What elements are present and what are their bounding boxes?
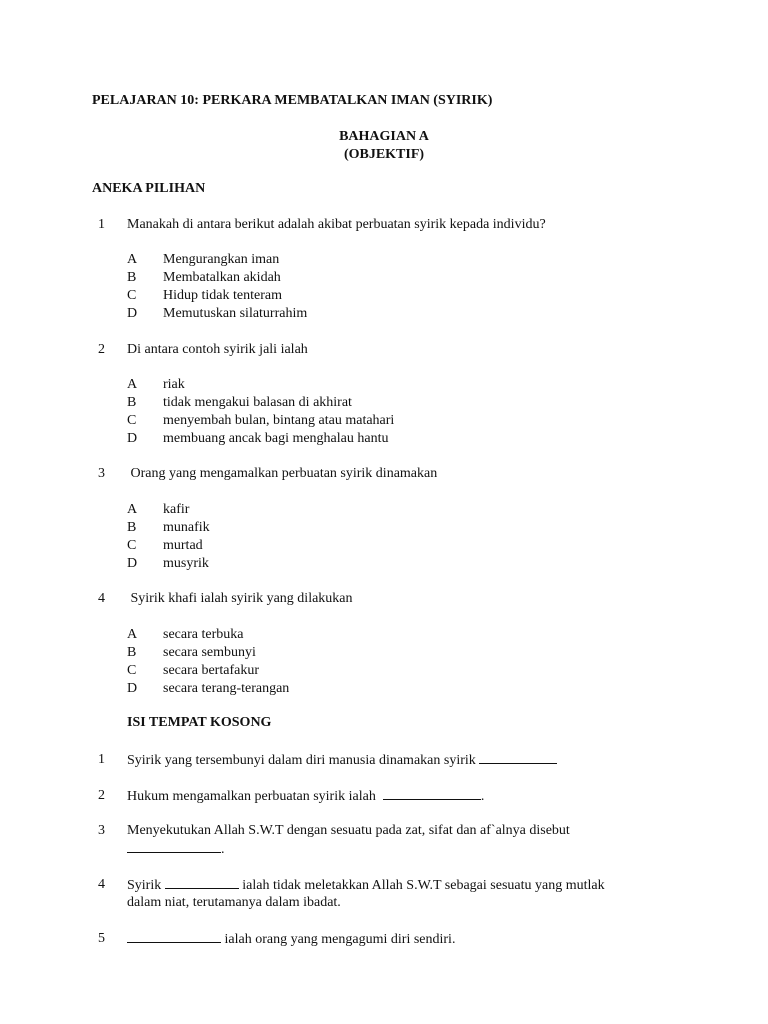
question-number: 1 bbox=[98, 217, 105, 232]
option-letter: D bbox=[127, 431, 138, 446]
fill-heading: ISI TEMPAT KOSONG bbox=[127, 715, 272, 730]
question-text: Manakah di antara berikut adalah akibat perbuatan syirik kepada individu? bbox=[127, 217, 546, 232]
option-text: membuang ancak bagi menghalau hantu bbox=[163, 431, 389, 446]
option-letter: C bbox=[127, 538, 137, 553]
option-letter: D bbox=[127, 681, 138, 696]
fill-text: Menyekutukan Allah S.W.T dengan sesuatu pada zat, sifat dan af`alnya disebut bbox=[127, 823, 570, 838]
question-number: 3 bbox=[98, 466, 105, 481]
fill-item bbox=[127, 840, 225, 859]
fill-item bbox=[127, 876, 605, 895]
option-text: Memutuskan silaturrahim bbox=[163, 306, 308, 321]
option-text: secara terbuka bbox=[163, 627, 244, 642]
option-text: menyembah bulan, bintang atau matahari bbox=[163, 413, 395, 428]
option-text: musyrik bbox=[163, 556, 209, 571]
mcq-heading: ANEKA PILIHAN bbox=[92, 181, 206, 196]
fill-number: 1 bbox=[98, 752, 105, 767]
option-text: Hidup tidak tenteram bbox=[163, 288, 282, 303]
option-text: riak bbox=[163, 377, 185, 392]
fill-text: Syirik bbox=[127, 878, 165, 893]
fill-text: ialah tidak meletakkan Allah S.W.T sebagai sesuatu yang mutlak bbox=[238, 878, 605, 893]
option-text: secara terang-terangan bbox=[163, 681, 290, 696]
option-text: munafik bbox=[163, 520, 210, 535]
fill-text: . bbox=[221, 842, 225, 857]
question-text: Syirik khafi ialah syirik yang dilakukan bbox=[127, 591, 353, 606]
option-letter: B bbox=[127, 645, 137, 660]
option-letter: C bbox=[127, 413, 137, 428]
answer-blank[interactable] bbox=[479, 751, 557, 764]
option-text: tidak mengakui balasan di akhirat bbox=[163, 395, 352, 410]
answer-blank[interactable] bbox=[127, 840, 221, 853]
fill-item bbox=[127, 787, 484, 806]
option-text: murtad bbox=[163, 538, 203, 553]
option-letter: B bbox=[127, 395, 137, 410]
fill-text: Hukum mengamalkan perbuatan syirik ialah bbox=[127, 789, 383, 804]
answer-blank[interactable] bbox=[383, 787, 481, 800]
option-letter: A bbox=[127, 502, 138, 517]
fill-number: 2 bbox=[98, 788, 105, 803]
option-text: Membatalkan akidah bbox=[163, 270, 281, 285]
option-letter: B bbox=[127, 270, 137, 285]
option-letter: A bbox=[127, 627, 138, 642]
fill-text: ialah orang yang mengagumi diri sendiri. bbox=[221, 932, 456, 947]
fill-number: 5 bbox=[98, 931, 105, 946]
answer-blank[interactable] bbox=[165, 876, 239, 889]
fill-text: . bbox=[480, 789, 485, 804]
option-letter: C bbox=[127, 663, 137, 678]
fill-item bbox=[127, 930, 455, 949]
fill-number: 3 bbox=[98, 823, 105, 838]
question-text: Di antara contoh syirik jali ialah bbox=[127, 342, 308, 357]
option-letter: A bbox=[127, 377, 138, 392]
page-title: PELAJARAN 10: PERKARA MEMBATALKAN IMAN (SYIRIK) bbox=[92, 93, 493, 108]
option-letter: C bbox=[127, 288, 137, 303]
option-letter: A bbox=[127, 252, 138, 267]
answer-blank[interactable] bbox=[127, 930, 221, 943]
question-text: Orang yang mengamalkan perbuatan syirik dinamakan bbox=[127, 466, 438, 481]
option-text: kafir bbox=[163, 502, 190, 517]
option-letter: D bbox=[127, 306, 138, 321]
question-number: 4 bbox=[98, 591, 105, 606]
fill-item bbox=[127, 751, 557, 770]
option-text: secara bertafakur bbox=[163, 663, 259, 678]
fill-text: dalam niat, terutamanya dalam ibadat. bbox=[127, 895, 341, 910]
option-letter: D bbox=[127, 556, 138, 571]
section-heading: BAHAGIAN A bbox=[339, 129, 429, 144]
option-letter: B bbox=[127, 520, 137, 535]
option-text: secara sembunyi bbox=[163, 645, 256, 660]
fill-number: 4 bbox=[98, 877, 105, 892]
question-number: 2 bbox=[98, 342, 105, 357]
option-text: Mengurangkan iman bbox=[163, 252, 280, 267]
section-subheading: (OBJEKTIF) bbox=[343, 147, 425, 162]
fill-text: Syirik yang tersembunyi dalam diri manusia dinamakan syirik bbox=[127, 753, 480, 768]
